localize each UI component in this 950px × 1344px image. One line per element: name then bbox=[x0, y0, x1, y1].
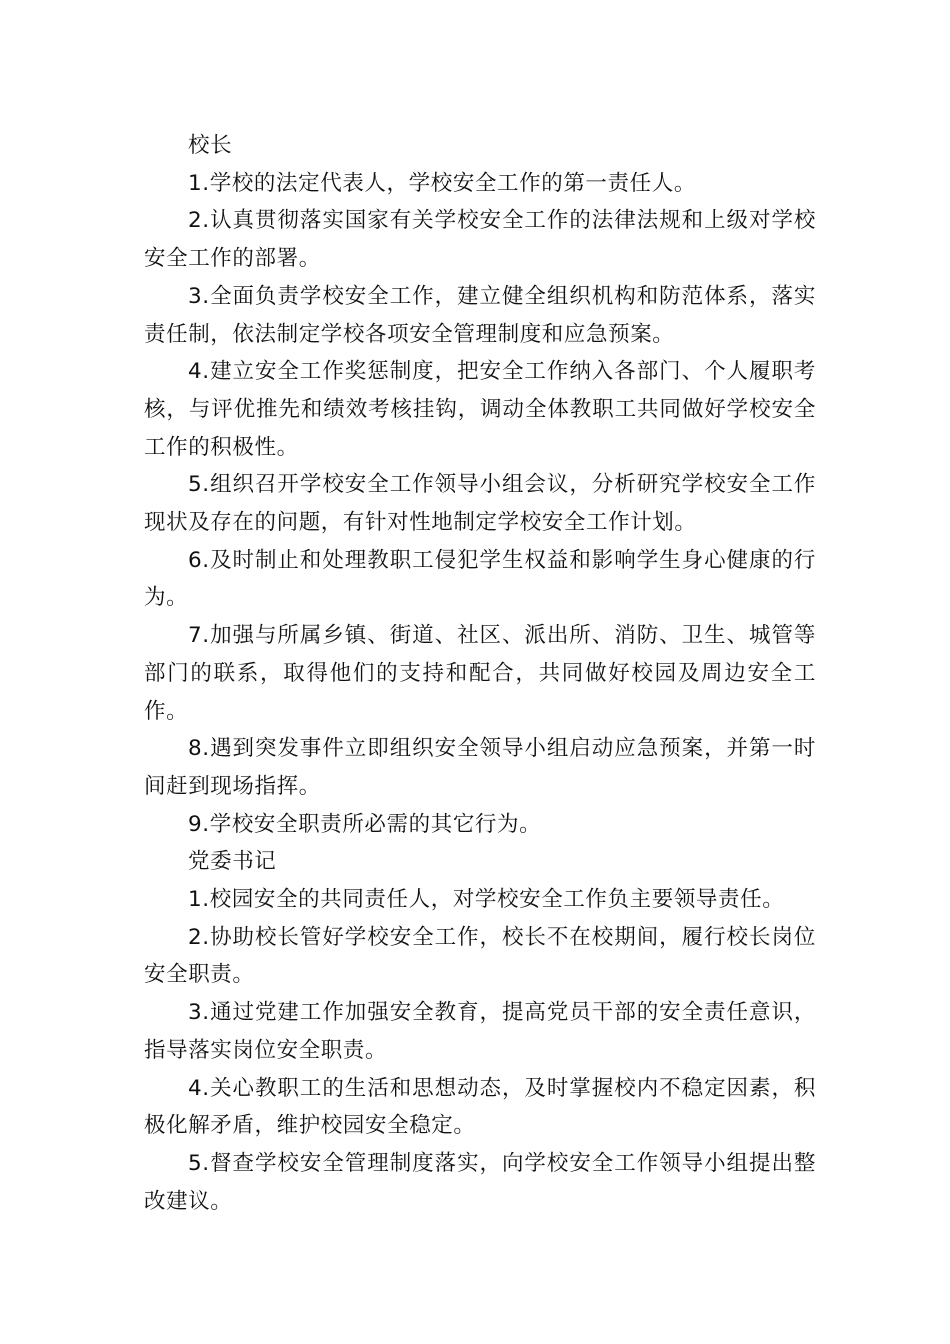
secretary-duty-4: 4.关心教职工的生活和思想动态，及时掌握校内不稳定因素，积极化解矛盾，维护校园安全稳定。 bbox=[144, 1075, 816, 1139]
principal-duty-4: 4.建立安全工作奖惩制度，把安全工作纳入各部门、个人履职考核，与评优推先和绩效考核挂钩，调动全体教职工共同做好学校安全工作的积极性。 bbox=[144, 359, 816, 460]
principal-duty-2: 2.认真贯彻落实国家有关学校安全工作的法律法规和上级对学校安全工作的部署。 bbox=[144, 208, 816, 272]
section-heading-party-secretary: 党委书记 bbox=[188, 849, 277, 875]
principal-duty-5: 5.组织召开学校安全工作领导小组会议，分析研究学校安全工作现状及存在的问题，有针对性地制定学校安全工作计划。 bbox=[144, 472, 816, 536]
secretary-duty-2: 2.协助校长管好学校安全工作，校长不在校期间，履行校长岗位安全职责。 bbox=[144, 924, 816, 988]
principal-duty-8: 8.遇到突发事件立即组织安全领导小组启动应急预案，并第一时间赶到现场指挥。 bbox=[144, 736, 816, 799]
section-heading-principal: 校长 bbox=[188, 133, 233, 158]
principal-duty-7: 7.加强与所属乡镇、街道、社区、派出所、消防、卫生、城管等部门的联系，取得他们的支持和配合，共同做好校园及周边安全工作。 bbox=[144, 623, 816, 724]
secretary-duty-3: 3.通过党建工作加强安全教育，提高党员干部的安全责任意识，指导落实岗位安全职责。 bbox=[144, 1000, 816, 1063]
principal-duty-9: 9.学校安全职责所必需的其它行为。 bbox=[188, 811, 542, 837]
principal-duty-3: 3.全面负责学校安全工作，建立健全组织机构和防范体系，落实责任制，依法制定学校各项安全管理制度和应急预案。 bbox=[144, 283, 816, 347]
secretary-duty-1: 1.校园安全的共同责任人，对学校安全工作负主要领导责任。 bbox=[188, 887, 785, 913]
secretary-duty-5: 5.督查学校安全管理制度落实，向学校安全工作领导小组提出整改建议。 bbox=[144, 1150, 816, 1214]
principal-duty-6: 6.及时制止和处理教职工侵犯学生权益和影响学生身心健康的行为。 bbox=[144, 547, 816, 611]
principal-duty-1: 1.学校的法定代表人，学校安全工作的第一责任人。 bbox=[188, 170, 696, 196]
document-body bbox=[144, 127, 816, 1220]
